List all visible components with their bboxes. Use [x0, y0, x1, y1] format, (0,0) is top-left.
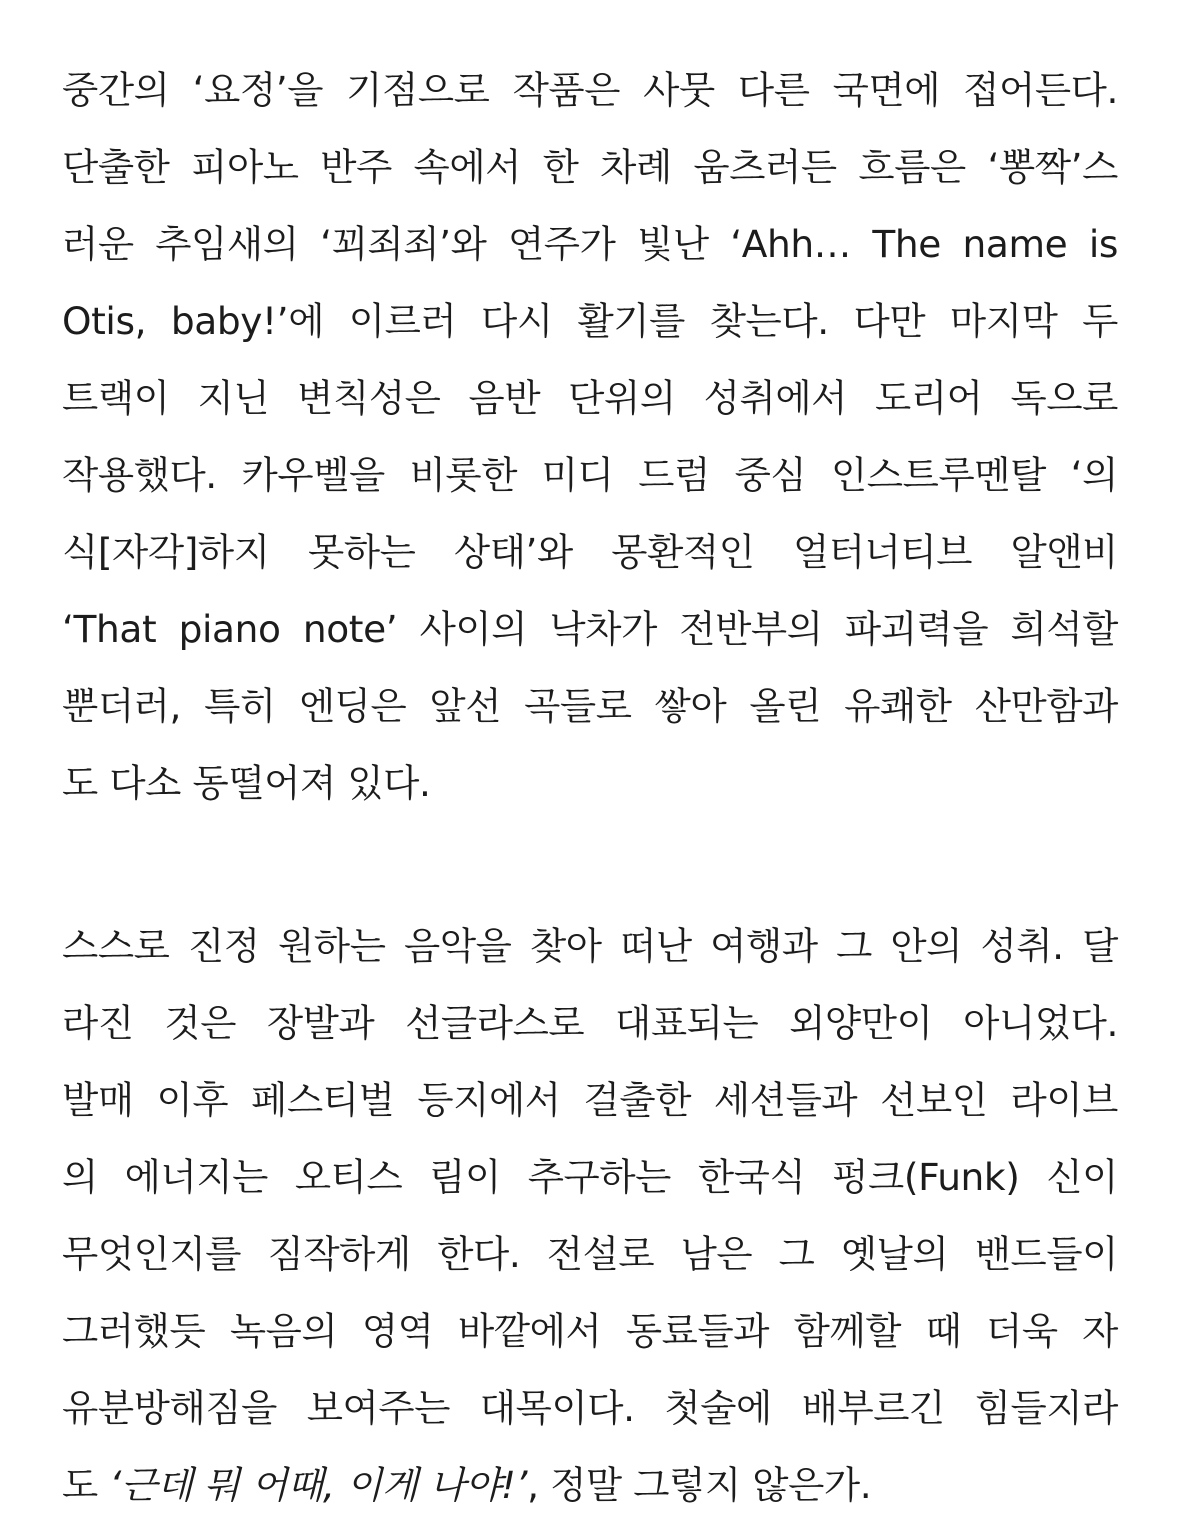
text-line: 무엇인지를 짐작하게 한다. 전설로 남은 그 옛날의 밴드들이	[62, 1232, 1118, 1276]
final-line-suffix: , 정말 그렇지 않은가.	[527, 1463, 872, 1507]
article-body	[62, 52, 1118, 1524]
text-line: 라진 것은 장발과 선글라스로 대표되는 외양만이 아니었다.	[62, 1001, 1118, 1045]
text-line: 트랙이 지닌 변칙성은 음반 단위의 성취에서 도리어 독으로	[62, 376, 1118, 420]
text-line: 작용했다. 카우벨을 비롯한 미디 드럼 중심 인스트루멘탈 ‘의	[62, 453, 1118, 497]
text-line: 러운 추임새의 ‘꾀죄죄’와 연주가 빛난 ‘Ahh… The name is	[62, 222, 1118, 266]
text-line: 유분방해짐을 보여주는 대목이다. 첫술에 배부르긴 힘들지라	[62, 1386, 1118, 1430]
text-line: 도 다소 동떨어져 있다.	[62, 761, 431, 805]
text-line: 의 에너지는 오티스 림이 추구하는 한국식 펑크(Funk) 신이	[62, 1155, 1118, 1199]
final-line-prefix: 도	[62, 1463, 110, 1507]
paragraph-2	[62, 908, 1118, 1524]
text-line: 발매 이후 페스티벌 등지에서 걸출한 세션들과 선보인 라이브	[62, 1078, 1118, 1122]
text-line: ‘That piano note’ 사이의 낙차가 전반부의 파괴력을 희석할	[62, 607, 1118, 651]
text-line: Otis, baby!’에 이르러 다시 활기를 찾는다. 다만 마지막 두	[62, 299, 1118, 343]
italic-quote: ‘근데 뭐 어때, 이게 나야!’	[109, 1463, 528, 1507]
text-line: 단출한 피아노 반주 속에서 한 차례 움츠러든 흐름은 ‘뽕짝’스	[62, 145, 1118, 189]
text-line: 뿐더러, 특히 엔딩은 앞선 곡들로 쌓아 올린 유쾌한 산만함과	[62, 684, 1118, 728]
paragraph-1	[62, 52, 1118, 822]
text-line: 그러했듯 녹음의 영역 바깥에서 동료들과 함께할 때 더욱 자	[62, 1309, 1118, 1353]
text-line: 중간의 ‘요정’을 기점으로 작품은 사뭇 다른 국면에 접어든다.	[62, 68, 1118, 112]
text-line: 스스로 진정 원하는 음악을 찾아 떠난 여행과 그 안의 성취. 달	[62, 924, 1118, 968]
text-line: 식[자각]하지 못하는 상태’와 몽환적인 얼터너티브 알앤비	[62, 530, 1118, 574]
